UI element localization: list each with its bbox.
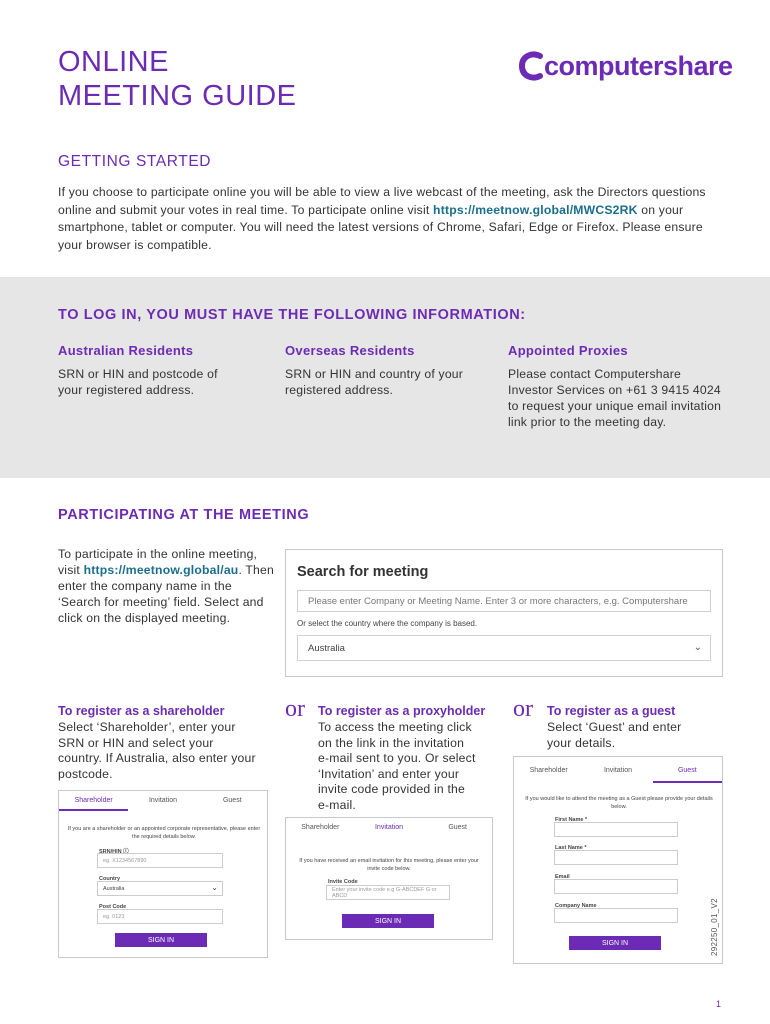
guest-form-panel xyxy=(513,756,723,964)
postcode-input[interactable]: eg. 0123 xyxy=(97,909,223,924)
postcode-label: Post Code xyxy=(99,904,127,910)
chevron-down-icon: ⌄ xyxy=(211,883,218,892)
shareholder-form-panel xyxy=(58,790,268,958)
country-label: Country xyxy=(99,876,121,882)
or-separator-1: or xyxy=(285,696,305,722)
document-code: 292250_01_V2 xyxy=(710,898,719,956)
page-number: 1 xyxy=(716,999,722,1009)
info-icon: ⓘ xyxy=(123,849,129,855)
logo-text: computershare xyxy=(544,50,733,81)
guest-form-tabs xyxy=(514,757,722,783)
title-line-1: ONLINE xyxy=(58,46,169,78)
guest-form-intro: If you would like to attend the meeting as a Guest please provide your details below. xyxy=(525,796,713,810)
shareholder-form-tabs xyxy=(59,791,267,811)
register-guest-text: Select ‘Guest’ and enter your details. xyxy=(547,720,682,750)
proxyholder-form-panel xyxy=(285,817,493,940)
shareholder-country-select[interactable]: Australia ⌄ xyxy=(97,881,223,896)
email-input[interactable] xyxy=(554,879,678,894)
shareholder-form-intro: If you are a shareholder or an appointed corporate representative, please enter the required details below. xyxy=(67,826,261,840)
email-label: Email xyxy=(555,874,570,880)
srn-input[interactable]: eg. X1234567890 xyxy=(97,853,223,868)
col-proxies-title: Appointed Proxies xyxy=(508,343,628,358)
proxyholder-sign-in-button[interactable]: SIGN IN xyxy=(342,914,434,928)
tab-shareholder[interactable]: Shareholder xyxy=(301,824,340,831)
col-australian-text: SRN or HIN and postcode of your registered address. xyxy=(58,367,218,397)
tab-invitation[interactable]: Invitation xyxy=(603,767,632,774)
guest-sign-in-button[interactable]: SIGN IN xyxy=(569,936,661,950)
tab-guest[interactable]: Guest xyxy=(222,797,242,804)
first-name-input[interactable] xyxy=(554,822,678,837)
last-name-input[interactable] xyxy=(554,850,678,865)
company-name-input[interactable] xyxy=(554,908,678,923)
participating-heading: PARTICIPATING AT THE MEETING xyxy=(58,507,310,523)
register-guest-title: To register as a guest xyxy=(547,704,676,718)
col-overseas-title: Overseas Residents xyxy=(285,343,415,358)
col-australian-title: Australian Residents xyxy=(58,343,194,358)
computershare-logo xyxy=(518,44,733,88)
title-line-2: MEETING GUIDE xyxy=(58,80,297,112)
login-info-heading: TO LOG IN, YOU MUST HAVE THE FOLLOWING INFORMATION: xyxy=(58,307,526,323)
proxyholder-form-intro: If you have received an email invitation for this meeting, please enter your invite code below. xyxy=(299,858,479,872)
register-proxyholder-text: To access the meeting click on the link in the invitation e-mail sent to you. Or select ‘Invitation’ and enter your invite code provided in the e-mail. xyxy=(318,720,476,812)
getting-started-heading: GETTING STARTED xyxy=(58,153,212,170)
country-select-label: Or select the country where the company is based. xyxy=(297,619,478,628)
tab-shareholder[interactable]: Shareholder xyxy=(59,791,128,811)
invite-code-label: Invite Code xyxy=(328,879,358,885)
country-select[interactable]: Australia ⌄ xyxy=(297,635,711,661)
register-proxyholder-title: To register as a proxyholder xyxy=(318,704,486,718)
first-name-label: First Name * xyxy=(555,817,588,823)
shareholder-sign-in-button[interactable]: SIGN IN xyxy=(115,933,207,947)
invite-code-input[interactable]: Enter your invite code e.g G-ABCDEF G or ABCD xyxy=(326,885,450,900)
search-meeting-input[interactable]: Please enter Company or Meeting Name. Enter 3 or more characters, e.g. Computershare xyxy=(297,590,711,612)
register-shareholder-text: Select ‘Shareholder’, enter your SRN or HIN and select your country. If Australia, also enter your postcode. xyxy=(58,720,256,781)
company-name-label: Company Name xyxy=(555,903,597,909)
tab-invitation[interactable]: Invitation xyxy=(374,824,404,831)
tab-invitation[interactable]: Invitation xyxy=(148,797,177,804)
chevron-down-icon: ⌄ xyxy=(693,642,702,653)
register-shareholder-title: To register as a shareholder xyxy=(58,704,225,718)
getting-started-text: If you choose to participate online you will be able to view a live webcast of the meeting, ask the Directors questions online and submit your votes in real time. To participate online visit https://meetnow.global/MWCS2RK on your smartphone, tablet or computer. You will need the latest versions of Chrome, Safari, Edge or Firefox. Please ensure your browser is compatible. xyxy=(58,185,706,252)
or-separator-2: or xyxy=(513,696,533,722)
last-name-label: Last Name * xyxy=(555,845,587,851)
col-overseas-text: SRN or HIN and country of your registered address. xyxy=(285,367,464,397)
col-proxies-text: Please contact Computershare Investor Services on +61 3 9415 4024 to request your unique email invitation link prior to the meeting day. xyxy=(508,367,722,429)
search-meeting-title: Search for meeting xyxy=(297,564,429,580)
search-meeting-panel xyxy=(285,549,723,677)
tab-shareholder[interactable]: Shareholder xyxy=(529,767,568,774)
participating-text: To participate in the online meeting, visit https://meetnow.global/au. Then enter the company name in the ‘Search for meeting’ field. Select and click on the displayed meeting. xyxy=(58,547,274,625)
meetnow-au-link[interactable]: https://meetnow.global/au xyxy=(83,563,239,577)
meetnow-link[interactable]: https://meetnow.global/MWCS2RK xyxy=(433,202,638,217)
proxyholder-form-tabs xyxy=(286,818,492,838)
srn-label: SRN/HIN ⓘ xyxy=(99,849,129,855)
tab-guest[interactable]: Guest xyxy=(653,757,722,783)
tab-guest[interactable]: Guest xyxy=(448,824,468,831)
